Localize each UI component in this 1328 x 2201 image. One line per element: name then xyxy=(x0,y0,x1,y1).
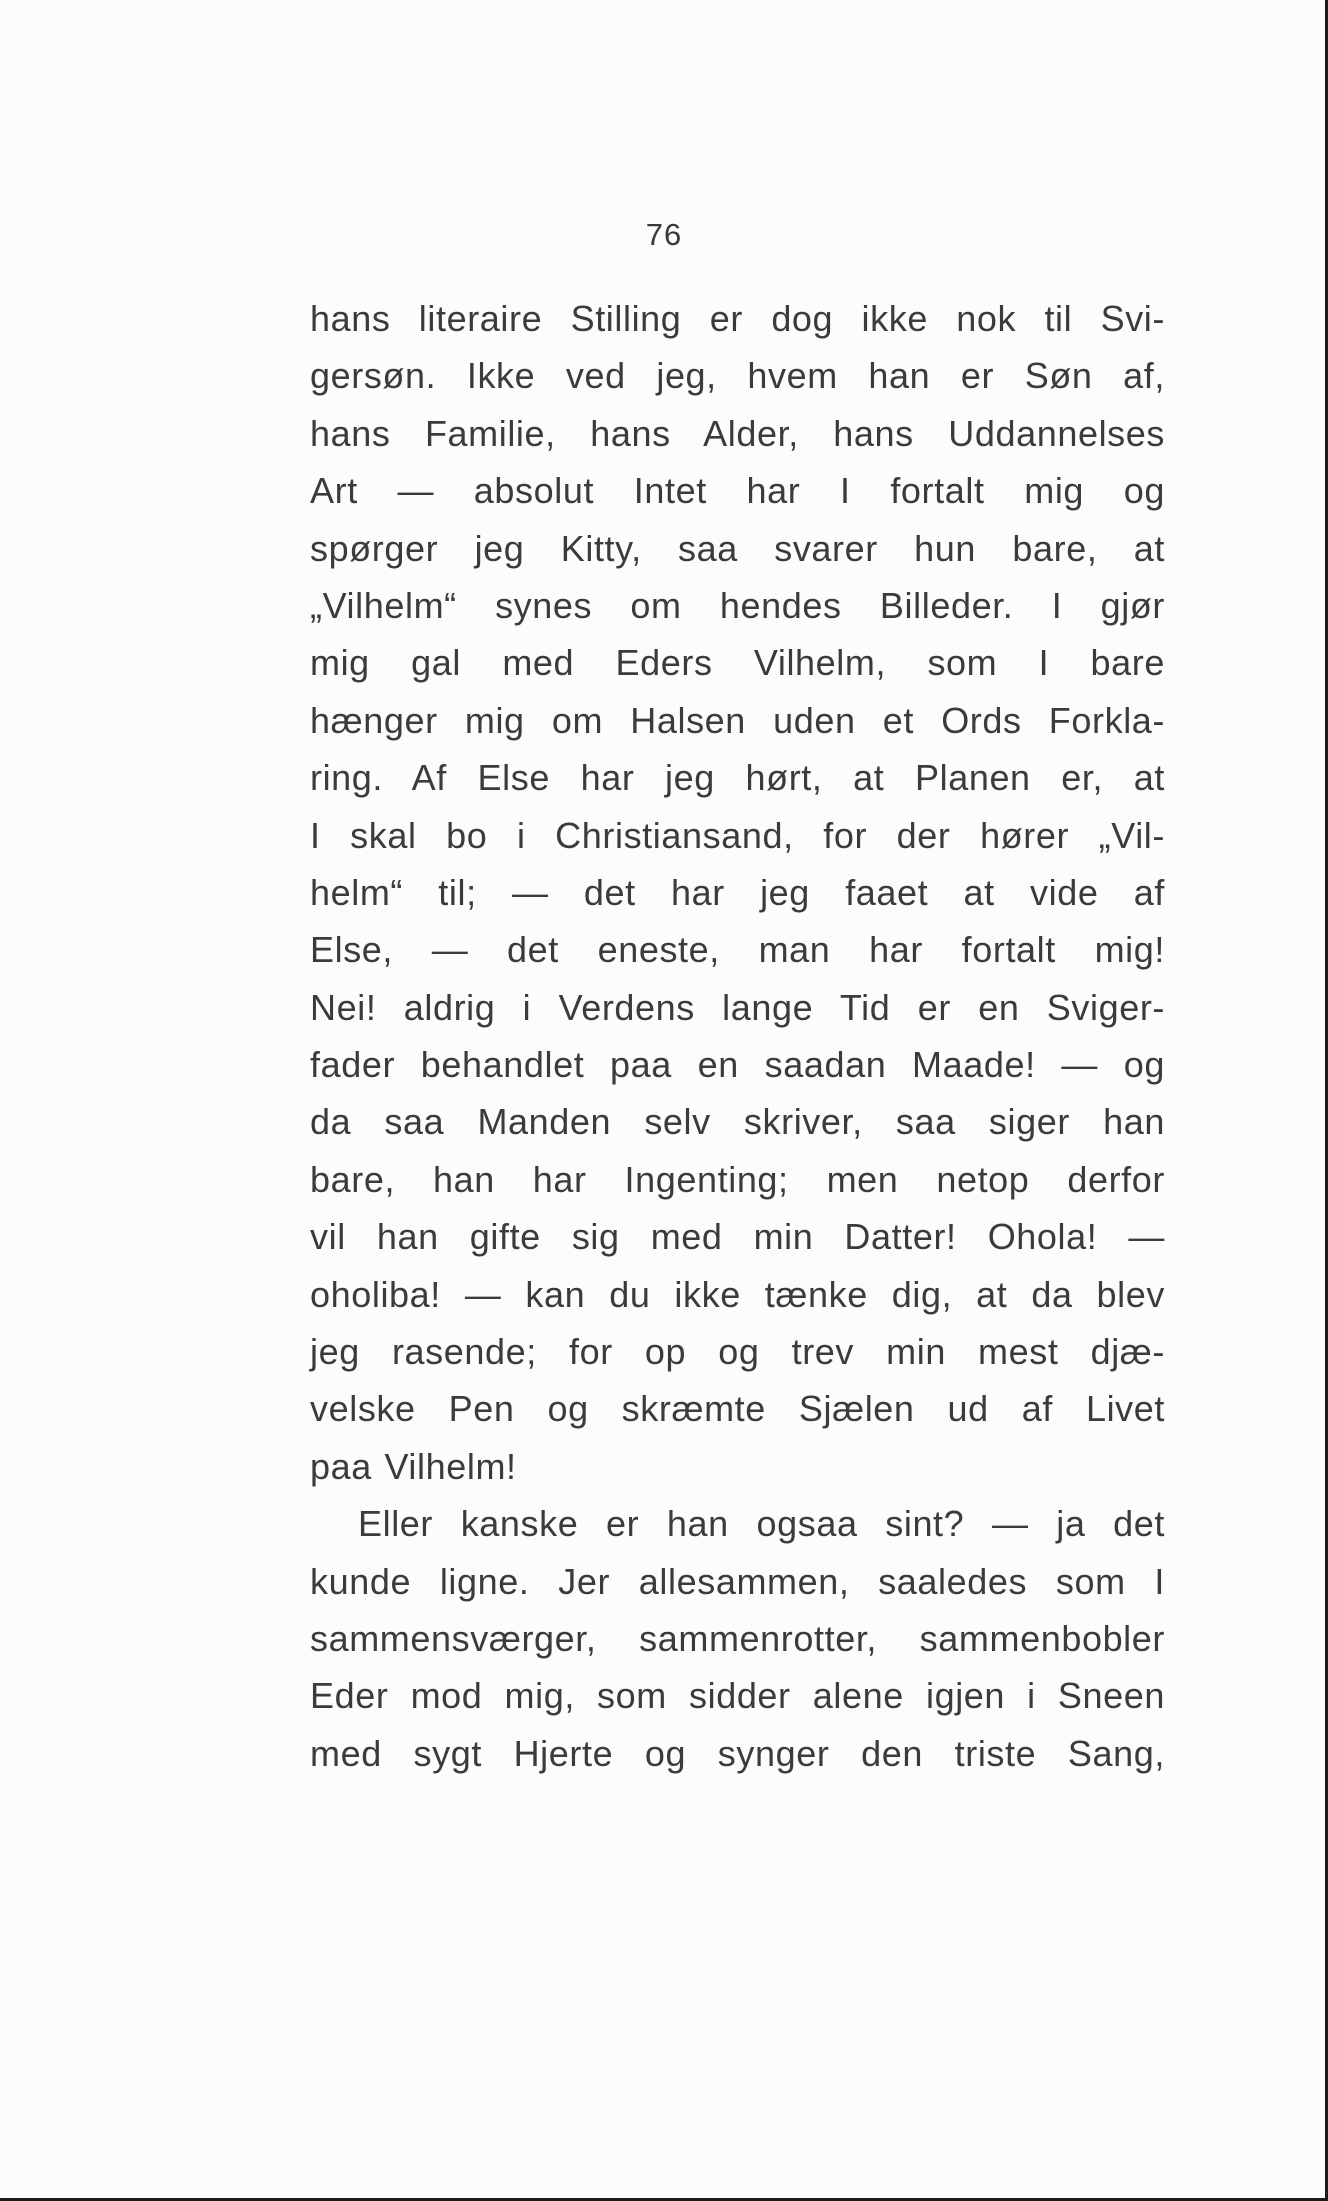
text-line: hans Familie, hans Alder, hans Uddannelses xyxy=(310,412,1165,454)
text-line: helm“ til; — det har jeg faaet at vide af xyxy=(310,871,1165,913)
text-line: gersøn. Ikke ved jeg, hvem han er Søn af, xyxy=(310,355,1165,397)
text-line: kunde ligne. Jer allesammen, saaledes som I xyxy=(310,1560,1165,1602)
text-line: mig gal med Eders Vilhelm, som I bare xyxy=(310,642,1165,684)
text-line: Else, — det eneste, man har fortalt mig! xyxy=(310,929,1165,971)
text-line: oholiba! — kan du ikke tænke dig, at da blev xyxy=(310,1273,1165,1315)
text-line: spørger jeg Kitty, saa svarer hun bare, at xyxy=(310,527,1165,569)
text-line: Eder mod mig, som sidder alene igjen i Sneen xyxy=(310,1675,1165,1717)
text-line: Nei! aldrig i Verdens lange Tid er en Sviger- xyxy=(310,986,1165,1028)
text-line: Eller kanske er han ogsaa sint? — ja det xyxy=(358,1503,1165,1545)
text-line: med sygt Hjerte og synger den triste Sang, xyxy=(310,1732,1165,1774)
text-line: vil han gifte sig med min Datter! Ohola! — xyxy=(310,1216,1165,1258)
text-line: fader behandlet paa en saadan Maade! — og xyxy=(310,1044,1165,1086)
body-text xyxy=(310,290,1165,1782)
text-line: Art — absolut Intet har I fortalt mig og xyxy=(310,470,1165,512)
text-line: paa Vilhelm! xyxy=(310,1445,517,1487)
text-line: hans literaire Stilling er dog ikke nok til Svi- xyxy=(310,298,1165,339)
text-line: I skal bo i Christiansand, for der hører „Vil- xyxy=(310,814,1165,856)
text-line: sammensværger, sammenrotter, sammenbobler xyxy=(310,1617,1165,1659)
page-number: 76 xyxy=(645,217,683,252)
text-line: da saa Manden selv skriver, saa siger han xyxy=(310,1101,1165,1143)
text-line: hænger mig om Halsen uden et Ords Forkla- xyxy=(310,699,1165,741)
text-line: velske Pen og skræmte Sjælen ud af Livet xyxy=(310,1388,1165,1430)
text-line: ring. Af Else har jeg hørt, at Planen er, at xyxy=(310,757,1165,799)
text-line: bare, han har Ingenting; men netop derfor xyxy=(310,1158,1165,1200)
text-line: „Vilhelm“ synes om hendes Billeder. I gjør xyxy=(310,584,1165,626)
text-line: jeg rasende; for op og trev min mest djæ- xyxy=(310,1331,1165,1373)
